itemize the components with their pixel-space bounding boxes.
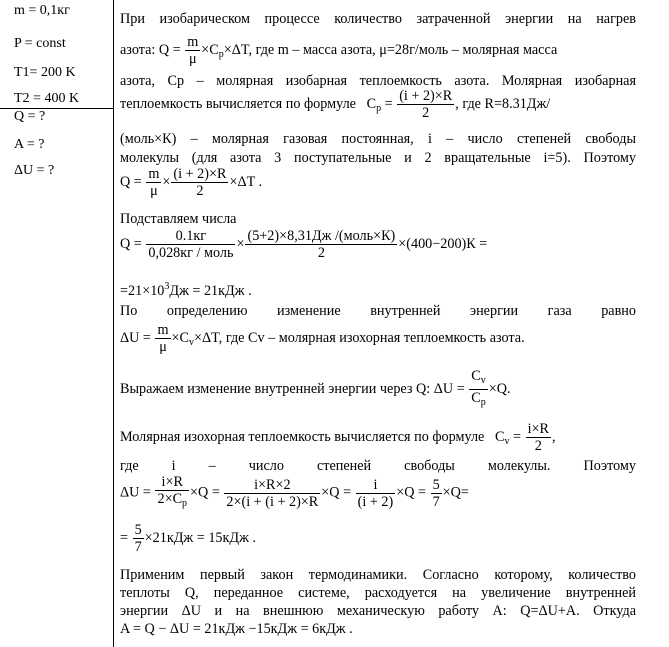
para2: Подставляем числа [120,211,237,227]
formula-du-q: ΔU = $\frac{C_v}{C_p}$ ×Q. [433,368,511,408]
fraction-den: 2 [317,245,325,261]
given-t2: T2 = 400 K [14,91,80,106]
formula-q-expanded: Q = $\frac{m}{\mu}$ × $\frac{(i + 2)\times R}{2}$ ×ΔT . [120,166,263,199]
text: A = Q − ΔU = 21кДж −15кДж = 6кДж [120,621,346,637]
fraction-num: (5+2)×8,31Дж /(моль×К) [247,228,396,244]
text: 21кДж = 15кДж [152,529,249,546]
text: азота: [120,41,156,58]
unknown-du: ΔU = ? [14,163,55,178]
formula-du: ΔU = $\frac{m}{\mu}$ $\times C_v\times\Delta T$ [120,322,219,355]
text: ×(400−200)К = [398,235,488,252]
formula-q-result: $=21\times 10^3Дж = 21кДж$ . [120,281,252,299]
para6-line2: теплоты Q, переданное системе, расходуется на увеличение внутренней [120,585,636,601]
given-mass: m = 0,1кг [14,3,70,18]
exponent: 3 [164,281,170,292]
formula-q-numbers: Q = $\frac{0.1кг}{\text{0,028кг / моль}}$ × $\frac{\text{(5+2)×8,31Дж /(моль×К)}}{2}$ ×(400−200)К = [120,228,488,261]
para1-line2 [120,34,636,67]
column-divider [113,0,114,647]
formula-du-result: = $\frac{5}{7}$ ×21кДж = 15кДж . [120,522,256,555]
para3-line2 [120,322,636,355]
formula-du-chain: ΔU = $\frac{i\times R}{2\times C_p}$ ×Q = $\frac{i\times R\times 2}{2\times(i + (i + 2)\times R}$ ×Q = $\frac{i}{(i + 2)}$ ×Q = $\frac{5}{7}$ ×Q= [120,474,469,510]
fraction-num: 0.1кг [146,228,235,245]
text: Дж = 21кДж [169,283,245,299]
given-column [0,0,114,647]
para4 [120,368,636,411]
para5-line2: где i – число степеней свободы молекулы. Поэтому [120,458,636,474]
para1-line5: (моль×К) – молярная газовая постоянная, i – число степеней свободы [120,131,636,147]
text: , где R=8.31Дж/ [455,95,551,112]
unknown-a: A = ? [14,137,45,152]
text: Выражаем изменение внутренней энергии через Q: [120,380,431,397]
para6-line3: энергии ΔU и на внешнюю механическую работу A: Q=ΔU+A. Откуда [120,603,636,619]
formula-cp: $C_p$ = $\frac{(i + 2)\times R}{2}$ [359,88,453,121]
fraction-den: 0,028кг / моль [148,245,234,261]
text: =21×10 [120,283,165,299]
text: , где Cv – молярная изохорная теплоемкость азота. [218,329,525,346]
para1-line1: При изобарическом процессе количество затраченной энергии на нагрев [120,11,636,27]
given-divider [0,108,114,109]
para1-line4 [120,88,636,121]
unknown-q: Q = ? [14,109,46,124]
given-t1: T1= 200 K [14,65,76,80]
formula-cv: $C_v$ = $\frac{i\times R}{2}$ , [487,421,556,454]
para6-line4: A = Q − ΔU = 21кДж −15кДж = 6кДж . [120,621,353,637]
formula-q-basic: Q = $\frac{m}{\mu}$ $\times C_p\times\Delta T$ [158,34,249,67]
para1-line6: молекулы (для азота 3 поступательные и 2 вращательные i=5). Поэтому [120,150,636,166]
given-pressure: P = const [14,36,66,51]
text: Молярная изохорная теплоемкость вычисляется по формуле [120,428,485,445]
para3-line1: По определению изменение внутренней энергии газа равно [120,303,636,319]
para5-line1 [120,421,636,454]
text: теплоемкость вычисляется по формуле [120,95,356,112]
para1-line3: азота, Cp – молярная изобарная теплоемкость азота. Молярная изобарная [120,73,636,89]
text: , где m – масса азота, μ=28г/моль – молярная масса [248,41,558,58]
para6-line1: Применим первый закон термодинамики. Согласно которому, количество [120,567,636,583]
